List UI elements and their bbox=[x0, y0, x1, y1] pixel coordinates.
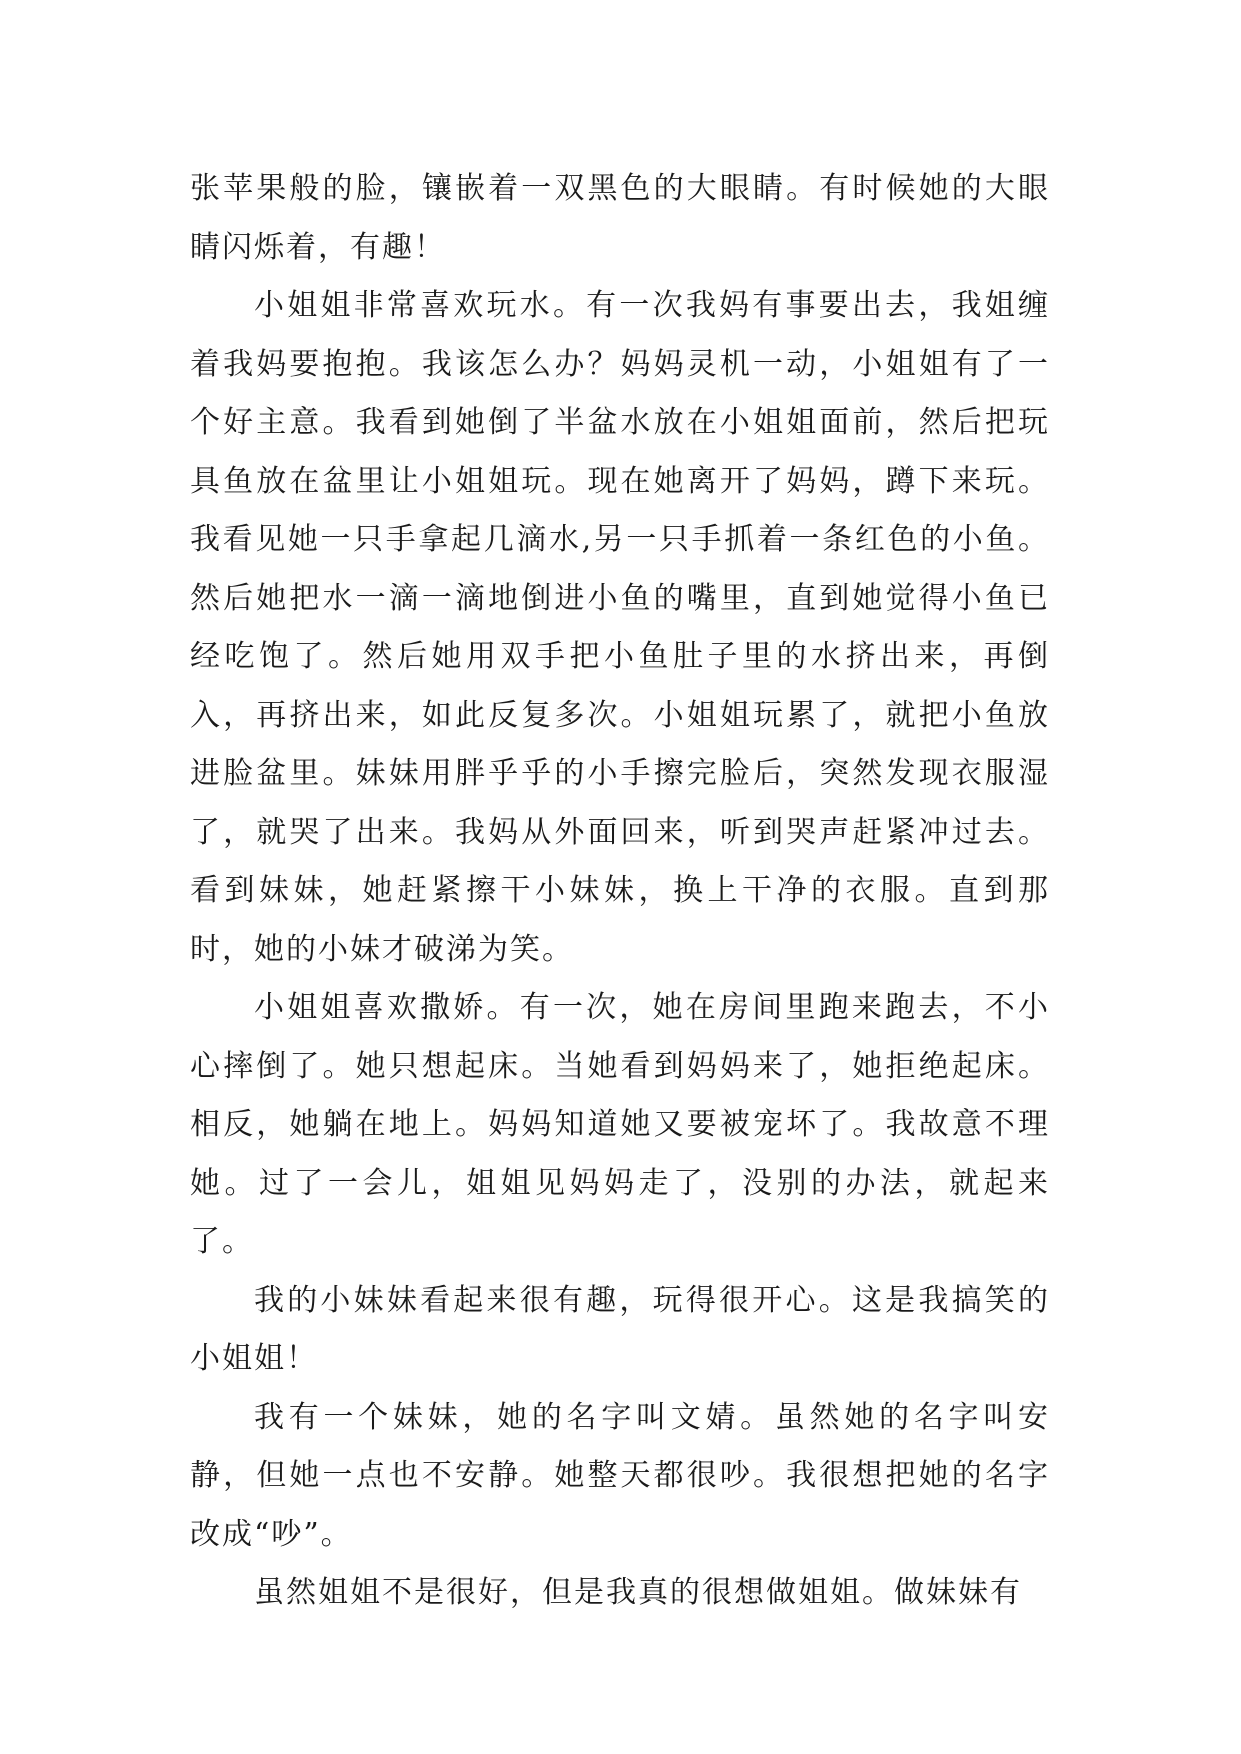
paragraph: 小姐姐喜欢撒娇。有一次，她在房间里跑来跑去，不小心摔倒了。她只想起床。当她看到妈妈来了，她拒绝起床。相反，她躺在地上。妈妈知道她又要被宠坏了。我故意不理她。过了一会儿，姐姐见妈妈走了，没别的办法，就起来了。 bbox=[190, 990, 1050, 1259]
paragraph: 虽然姐姐不是很好，但是我真的很想做姐姐。做妹妹有 bbox=[254, 1575, 1022, 1610]
document-body bbox=[190, 160, 1050, 1623]
paragraph: 我的小妹妹看起来很有趣，玩得很开心。这是我搞笑的小姐姐！ bbox=[190, 1282, 1050, 1376]
paragraph: 我有一个妹妹，她的名字叫文婧。虽然她的名字叫安静，但她一点也不安静。她整天都很吵。我很想把她的名字改成“吵”。 bbox=[190, 1399, 1050, 1552]
paragraph: 张苹果般的脸，镶嵌着一双黑色的大眼睛。有时候她的大眼睛闪烁着，有趣！ bbox=[190, 171, 1050, 265]
paragraph: 小姐姐非常喜欢玩水。有一次我妈有事要出去，我姐缠着我妈要抱抱。我该怎么办？妈妈灵机一动，小姐姐有了一个好主意。我看到她倒了半盆水放在小姐姐面前，然后把玩具鱼放在盆里让小姐姐玩。现在她离开了妈妈，蹲下来玩。我看见她一只手拿起几滴水,另一只手抓着一条红色的小鱼。然后她把水一滴一滴地倒进小鱼的嘴里，直到她觉得小鱼已经吃饱了。然后她用双手把小鱼肚子里的水挤出来，再倒入，再挤出来，如此反复多次。小姐姐玩累了，就把小鱼放进脸盆里。妹妹用胖乎乎的小手擦完脸后，突然发现衣服湿了，就哭了出来。我妈从外面回来，听到哭声赶紧冲过去。看到妹妹，她赶紧擦干小妹妹，换上干净的衣服。直到那时，她的小妹才破涕为笑。 bbox=[190, 288, 1050, 967]
